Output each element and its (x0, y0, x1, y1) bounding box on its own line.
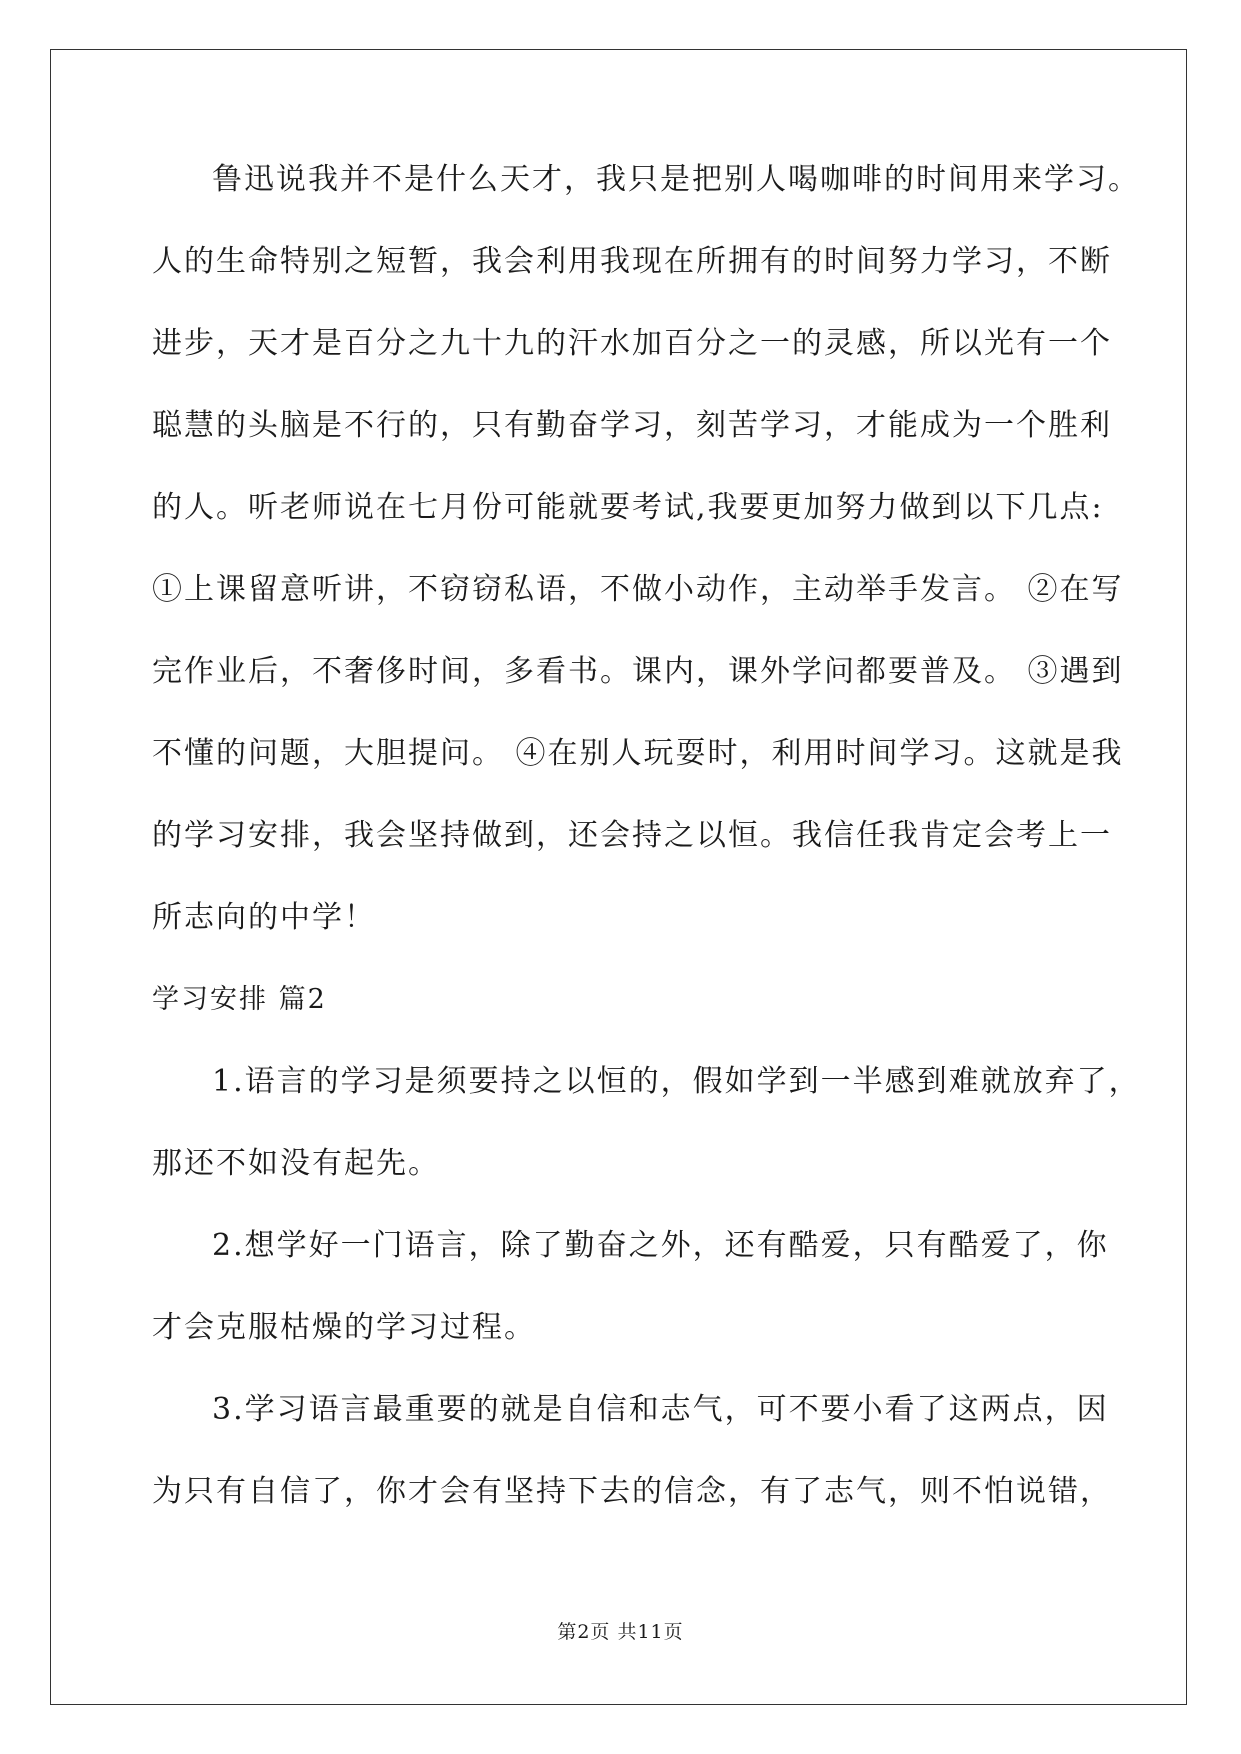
paragraph-line: 鲁迅说我并不是什么天才，我只是把别人喝咖啡的时间用来学习。 (212, 162, 1140, 197)
paragraph-line: 为只有自信了，你才会有坚持下去的信念，有了志气，则不怕说错， (152, 1474, 1112, 1509)
paragraph-line: 不懂的问题，大胆提问。 ④在别人玩耍时，利用时间学习。这就是我 (152, 736, 1124, 771)
paragraph-line: 人的生命特别之短暂，我会利用我现在所拥有的时间努力学习，不断 (152, 244, 1112, 279)
paragraph-line: 3.学习语言最重要的就是自信和志气，可不要小看了这两点，因 (212, 1392, 1109, 1427)
paragraph-line: 所志向的中学！ (152, 900, 376, 935)
paragraph-line: 1.语言的学习是须要持之以恒的，假如学到一半感到难就放弃了， (212, 1064, 1141, 1099)
paragraph-line: 聪慧的头脑是不行的，只有勤奋学习，刻苦学习，才能成为一个胜利 (152, 408, 1112, 443)
paragraph-line: 才会克服枯燥的学习过程。 (152, 1310, 536, 1345)
page-border (50, 49, 1187, 1705)
paragraph-line: 进步，天才是百分之九十九的汗水加百分之一的灵感，所以光有一个 (152, 326, 1112, 361)
paragraph-line: 完作业后，不奢侈时间，多看书。课内，课外学问都要普及。 ③遇到 (152, 654, 1124, 689)
paragraph-line: 的学习安排，我会坚持做到，还会持之以恒。我信任我肯定会考上一 (152, 818, 1112, 853)
paragraph-line: 的人。听老师说在七月份可能就要考试,我要更加努力做到以下几点: (152, 490, 1104, 525)
page-number-footer: 第2页 共11页 (557, 1621, 684, 1643)
section-heading: 学习安排 篇2 (152, 984, 327, 1015)
paragraph-line: 那还不如没有起先。 (152, 1146, 440, 1181)
paragraph-line: 2.想学好一门语言，除了勤奋之外，还有酷爱，只有酷爱了，你 (212, 1228, 1109, 1263)
paragraph-line: ①上课留意听讲，不窃窃私语，不做小动作，主动举手发言。 ②在写 (152, 572, 1124, 607)
